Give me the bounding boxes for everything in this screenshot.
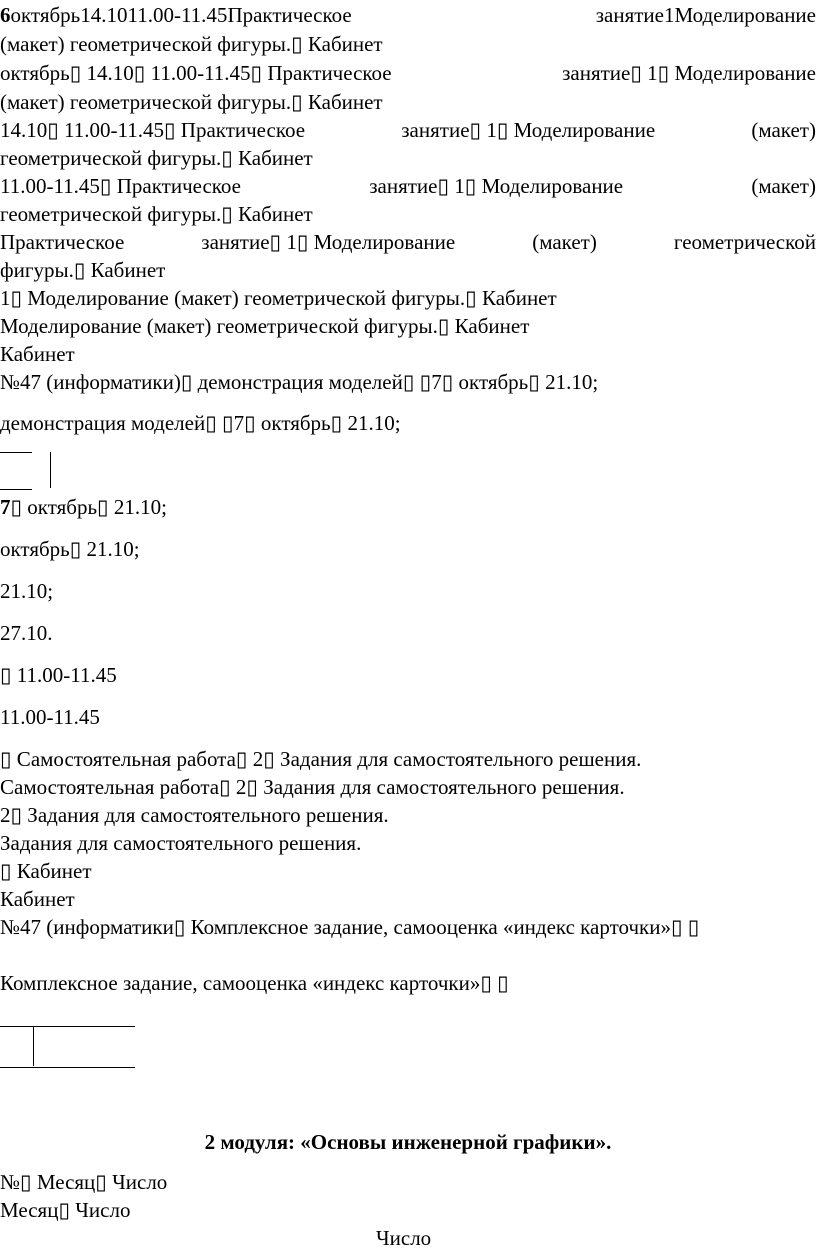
line-9-part-b: занятие▯ 1▯ Моделирование xyxy=(201,230,456,254)
line-9-part-d: геометрической xyxy=(673,230,816,254)
line-3-part-a: октябрь▯ 14.10▯ 11.00-11.45▯ Практическое xyxy=(0,61,392,85)
text-line-30: №▯ Месяц▯ Число xyxy=(0,1170,168,1194)
text-line-6: геометрической фигуры.▯ Кабинет xyxy=(0,146,313,170)
lesson-word: занятие xyxy=(595,3,664,27)
text-line-29: Комплексное задание, самооценка «индекс карточки»▯ ▯ xyxy=(0,971,509,995)
line-1-part-b xyxy=(596,2,816,29)
line-7-part-a: 11.00-11.45▯ Практическое xyxy=(0,174,242,198)
text-line-10: фигуры.▯ Кабинет xyxy=(0,258,166,282)
line-16-rest: ▯ октябрь▯ 21.10; xyxy=(10,495,167,519)
text-line-26: ▯ Кабинет xyxy=(0,859,92,883)
text-line-4: (макет) геометрической фигуры.▯ Кабинет xyxy=(0,90,383,114)
text-line-27: Кабинет xyxy=(0,887,75,911)
line-5-part-c: (макет) xyxy=(751,118,816,142)
empty-table-divider xyxy=(33,1026,34,1066)
text-line-7 xyxy=(0,173,816,200)
section-heading: 2 модуля: «Основы инженерной графики». xyxy=(204,1130,612,1154)
text-line-23: Самостоятельная работа▯ 2▯ Задания для самостоятельного решения. xyxy=(0,775,625,799)
text-line-24: 2▯ Задания для самостоятельного решения. xyxy=(0,803,389,827)
lesson-type: Практическое xyxy=(227,3,352,27)
text-line-16 xyxy=(0,494,167,521)
date: 14.10 xyxy=(80,3,128,27)
text-line-14: №47 (информатики)▯ демонстрация моделей▯ ▯7▯ октябрь▯ 21.10; xyxy=(0,370,599,394)
text-line-12: Моделирование (макет) геометрической фигуры.▯ Кабинет xyxy=(0,314,530,338)
text-line-22: ▯ Самостоятельная работа▯ 2▯ Задания для самостоятельного решения. xyxy=(0,747,642,771)
line-9-part-c: (макет) xyxy=(532,230,597,254)
row-number: 7 xyxy=(0,495,11,519)
lesson-hours: 1 xyxy=(663,3,675,27)
text-line-21: 11.00-11.45 xyxy=(0,705,100,729)
text-line-32: Число xyxy=(376,1226,432,1250)
text-line-19: 27.10. xyxy=(0,621,53,645)
line-9-part-a: Практическое xyxy=(0,230,125,254)
month: октябрь xyxy=(10,3,81,27)
text-line-15: демонстрация моделей▯ ▯7▯ октябрь▯ 21.10; xyxy=(0,411,401,435)
text-line-1 xyxy=(0,2,816,29)
text-line-2: (макет) геометрической фигуры.▯ Кабинет xyxy=(0,32,383,56)
line-7-part-b: занятие▯ 1▯ Моделирование xyxy=(369,174,624,198)
line-1-part-a xyxy=(0,2,352,29)
text-line-3 xyxy=(0,60,816,87)
empty-table-row xyxy=(0,1026,135,1068)
row-number: 6 xyxy=(0,3,11,27)
time: 11.00-11.45 xyxy=(127,3,228,27)
line-5-part-b: занятие▯ 1▯ Моделирование xyxy=(401,118,656,142)
text-line-5 xyxy=(0,117,816,144)
empty-table-border xyxy=(50,452,51,488)
text-line-18: 21.10; xyxy=(0,579,54,603)
text-line-8: геометрической фигуры.▯ Кабинет xyxy=(0,202,313,226)
text-line-31: Месяц▯ Число xyxy=(0,1198,131,1222)
lesson-topic: Моделирование xyxy=(674,3,816,27)
text-line-25: Задания для самостоятельного решения. xyxy=(0,831,362,855)
line-5-part-a: 14.10▯ 11.00-11.45▯ Практическое xyxy=(0,118,306,142)
line-3-part-b: занятие▯ 1▯ Моделирование xyxy=(562,61,816,85)
empty-table-cell-1 xyxy=(0,452,32,490)
text-line-20: ▯ 11.00-11.45 xyxy=(0,663,117,687)
text-line-9 xyxy=(0,229,816,256)
text-line-13: Кабинет xyxy=(0,342,75,366)
text-line-17: октябрь▯ 21.10; xyxy=(0,537,140,561)
text-line-28: №47 (информатики▯ Комплексное задание, самооценка «индекс карточки»▯ ▯ xyxy=(0,915,700,939)
text-line-11: 1▯ Моделирование (макет) геометрической фигуры.▯ Кабинет xyxy=(0,286,557,310)
line-7-part-c: (макет) xyxy=(751,174,816,198)
